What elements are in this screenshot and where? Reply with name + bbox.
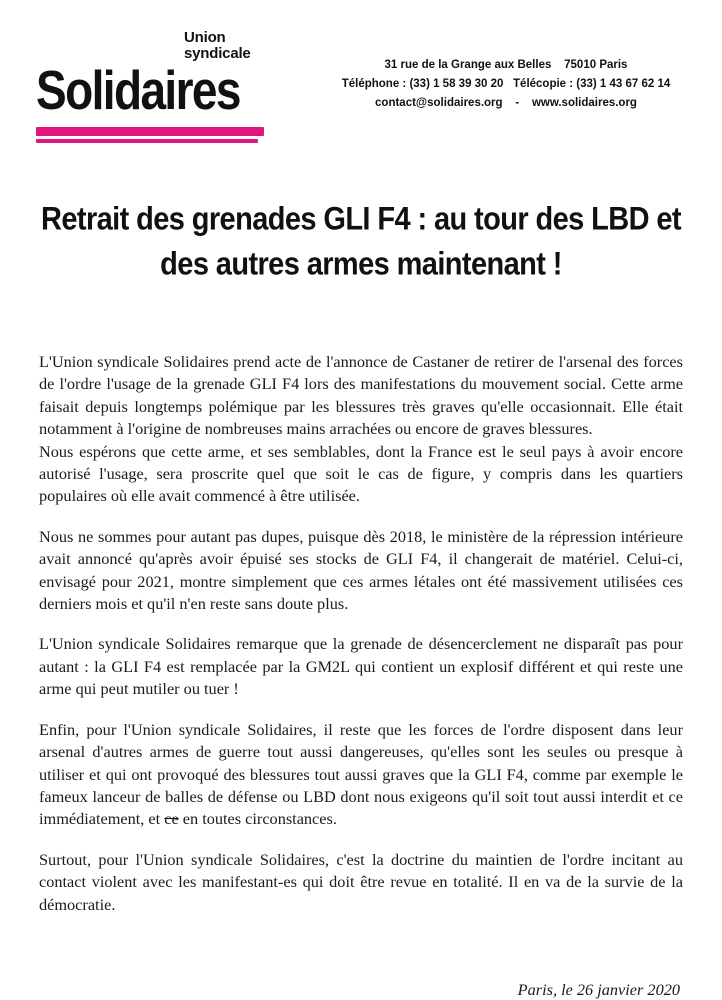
logo-underline-bar-secondary [36, 139, 258, 143]
logo-line-union: Union [184, 29, 226, 46]
signature-line: Paris, le 26 janvier 2020 [517, 979, 680, 999]
paragraph-1: L'Union syndicale Solidaires prend acte de l'annonce de Castaner de retirer de l'arsenal des forces de l'ordre l'usage de la grenade GLI F4 lors des manifestations du mouvement social. Cette arme faisait depuis longtemps polémique par les blessures très graves qu'elle occasionnait. Elle était notamment à l'origine de nombreuses mains arrachées ou encore de graves blessures. [39, 352, 683, 439]
paragraph-5-after: en toutes circonstances. [178, 809, 337, 829]
document-header [36, 0, 686, 143]
solidaires-logo [36, 30, 296, 143]
paragraph-6: Surtout, pour l'Union syndicale Solidaires, c'est la doctrine du maintien de l'ordre incitant au contact violent avec les manifestant-es qui doit être revue en totalité. Il en va de la survie de la démocratie. [39, 849, 683, 914]
page-title: Retrait des grenades GLI F4 : au tour des LBD et des autres armes maintenant ! [41, 201, 681, 283]
document-body [36, 351, 686, 916]
paragraph-5 [39, 719, 683, 831]
paragraph-3: Nous ne sommes pour autant pas dupes, puisque dès 2018, le ministère de la répression intérieure avait annoncé qu'après avoir épuisé ses stocks de GLI F4, il changerait de matériel. Celui-ci, envisagé pour 2021, montre simplement que ces armes létales ont été massivement utilisées ces derniers mois et qu'il n'en reste sans doute plus. [39, 526, 683, 614]
logo-line-syndicale: syndicale [184, 45, 251, 62]
contact-email-website: contact@solidaires.org - www.solidaires.org [375, 97, 637, 109]
contact-info [326, 30, 686, 113]
logo-underline-bar [36, 127, 264, 136]
paragraph-5-struck-text: ce [164, 809, 179, 829]
paragraph-5-before: Enfin, pour l'Union syndicale Solidaires, il reste que les forces de l'ordre disposent dans leur arsenal d'autres armes de guerre tout aussi dangereuses, qu'elles sont les seules ou presque à utiliser et qui ont provoqué des blessures tout aussi graves que la GLI F4, comme par exemple le fameux lanceur de balles de défense ou LBD dont nous exigeons qu'il soit tout aussi interdit et ce immédiatement, et [39, 719, 683, 829]
paragraph-2: Nous espérons que cette arme, et ses semblables, dont la France est le seul pays à avoir encore autorisé l'usage, sera proscrite quel que soit le cas de figure, y compris dans les quartiers populaires où elle avait commencé à être utilisée. [39, 441, 683, 506]
logo-line-solidaires: Solidaires [36, 59, 240, 121]
paragraph-4: L'Union syndicale Solidaires remarque que la grenade de désencerclement ne disparaît pas pour autant : la GLI F4 est remplacée par la GM2L qui contient un explosif différent et qui reste une arme qui peut mutiler ou tuer ! [39, 634, 683, 699]
contact-phones: Téléphone : (33) 1 58 39 30 20 Télécopie : (33) 1 43 67 62 14 [341, 78, 671, 90]
contact-address: 31 rue de la Grange aux Belles 75010 Paris [384, 59, 628, 71]
